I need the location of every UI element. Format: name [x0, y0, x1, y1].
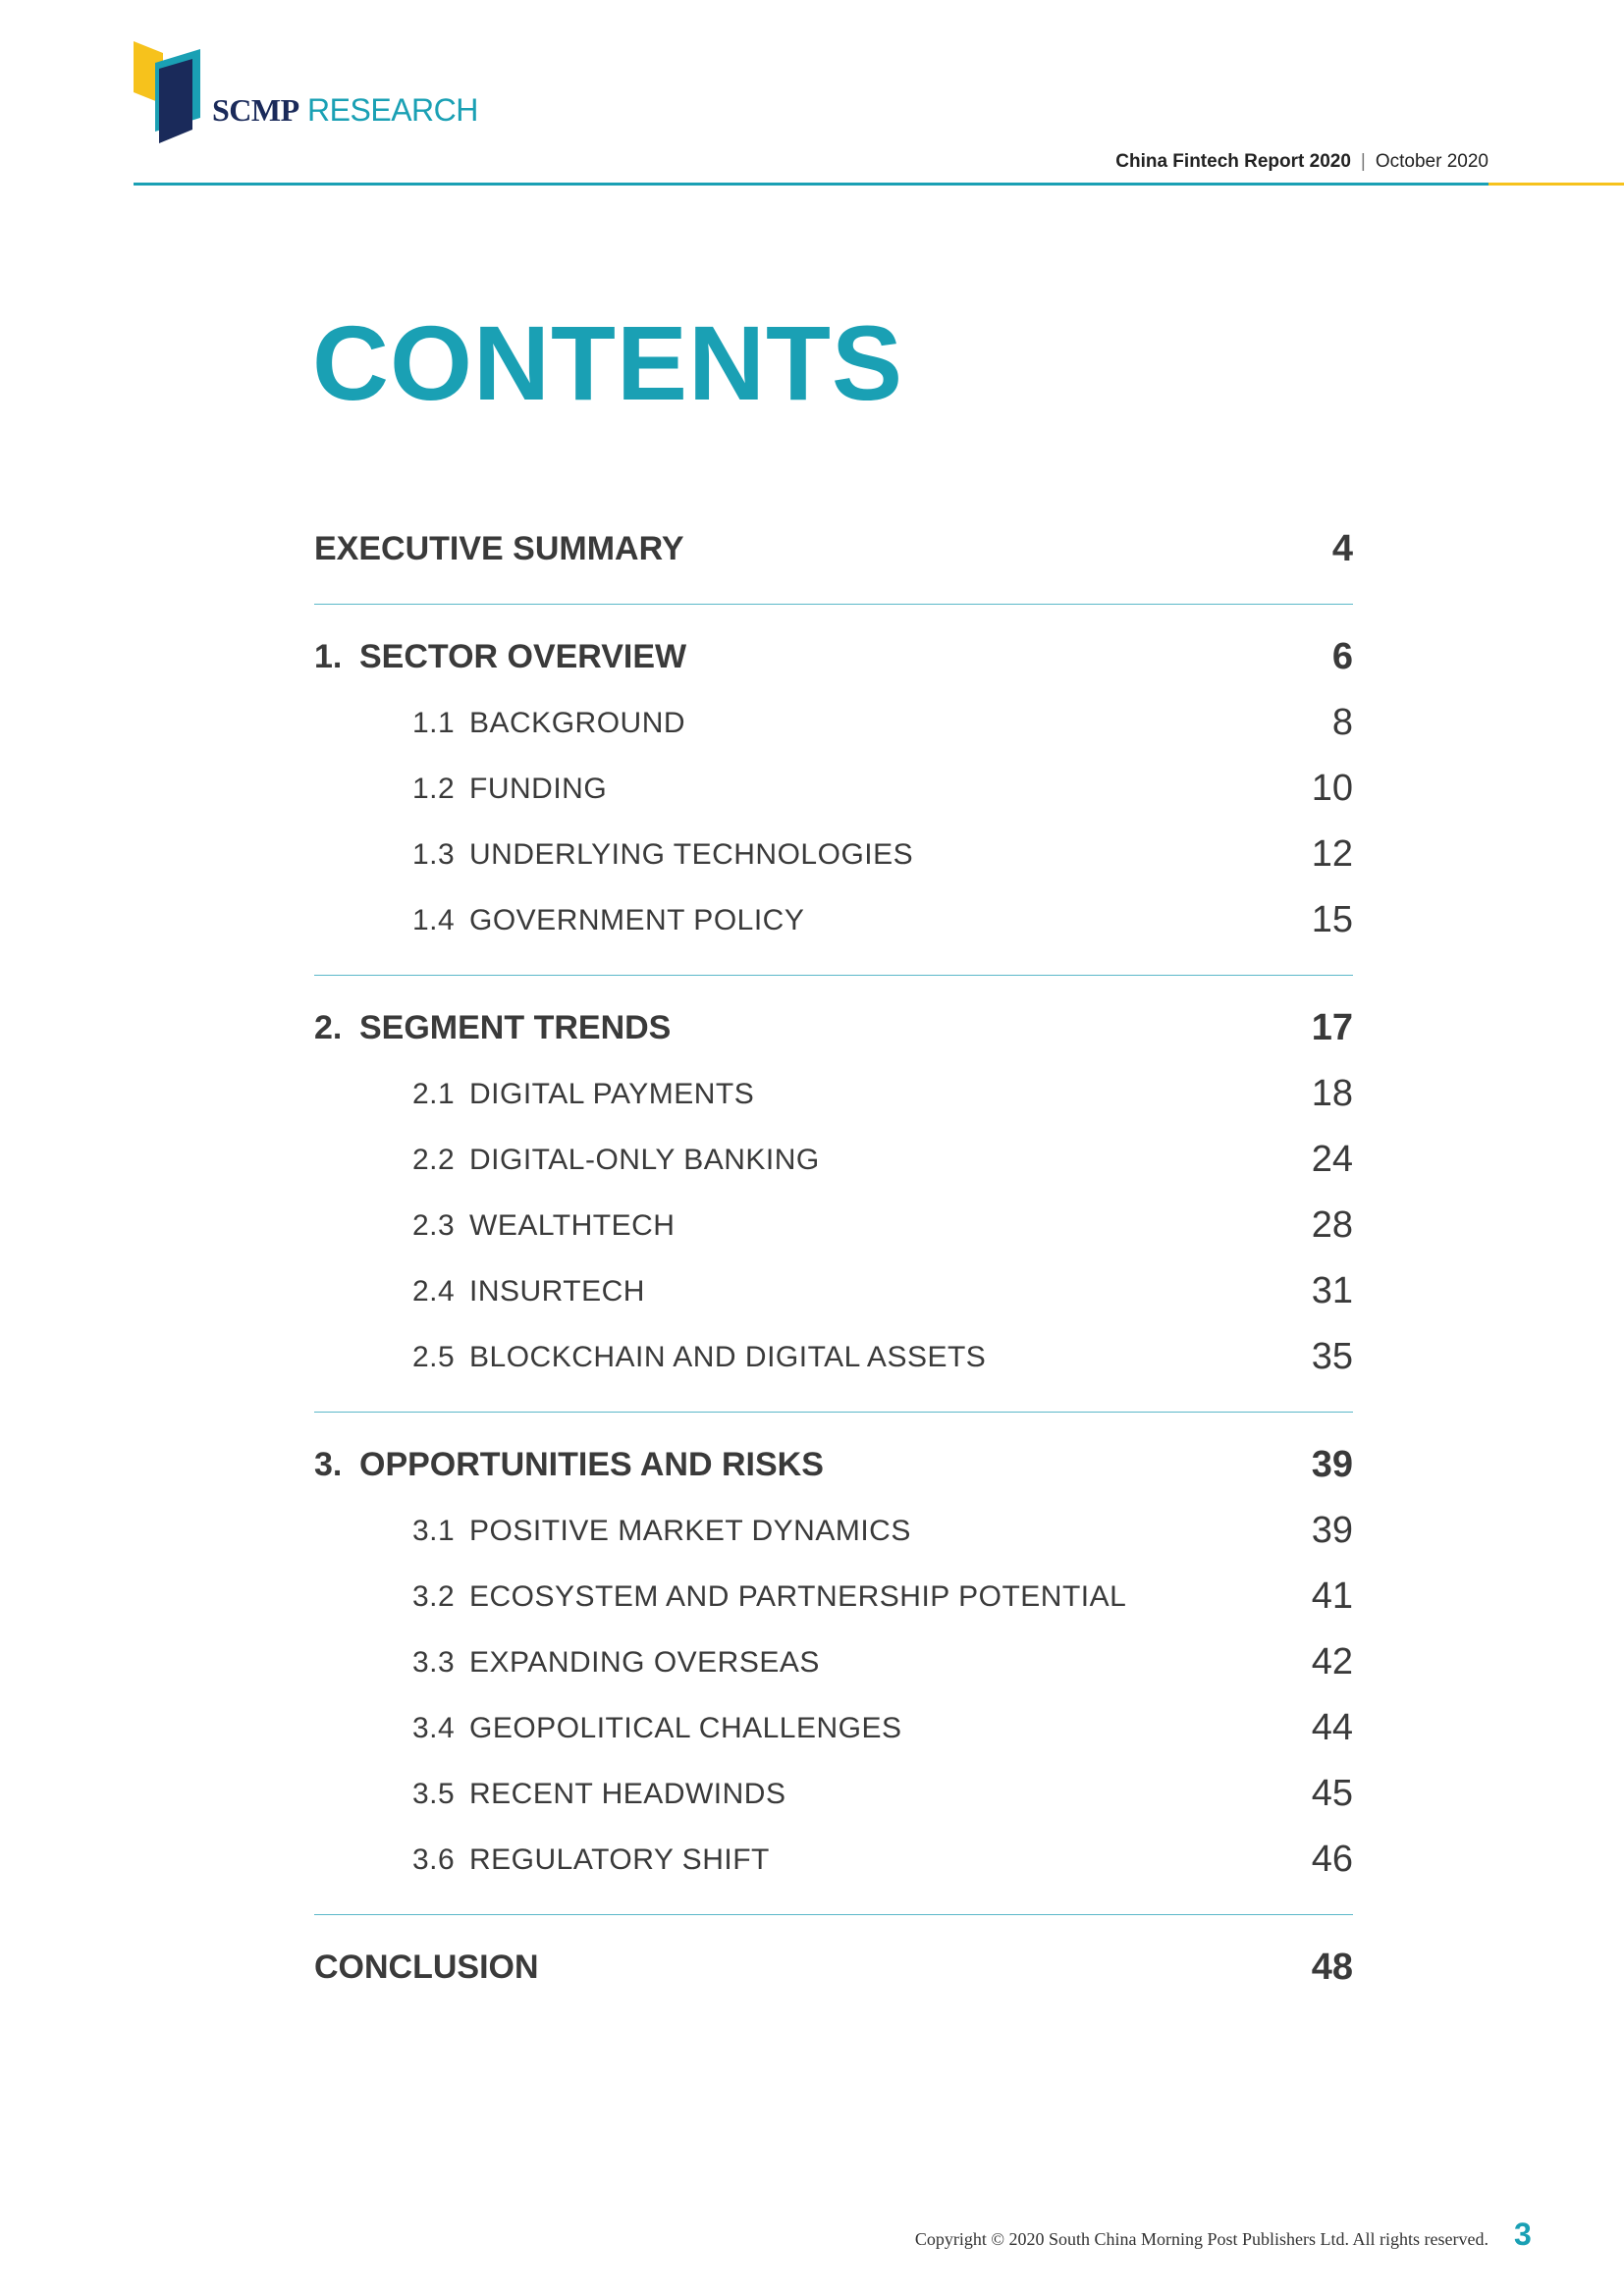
toc-entry-page: 28	[1311, 1204, 1353, 1246]
toc-entry-page: 8	[1331, 702, 1353, 743]
toc-entry-title: 1.2 FUNDING	[412, 772, 608, 805]
toc-entry-wealthtech[interactable]	[314, 1193, 1353, 1258]
toc-entry-digital-only-banking[interactable]	[314, 1127, 1353, 1193]
toc-entry-title: 1.3 UNDERLYING TECHNOLOGIES	[412, 837, 914, 871]
toc-entry-title: 3.6 REGULATORY SHIFT	[412, 1842, 770, 1876]
header-rule-teal	[134, 183, 1489, 186]
toc-entry-executive-summary[interactable]	[314, 516, 1353, 582]
toc-entry-page: 10	[1311, 768, 1353, 809]
toc-entry-page: 35	[1311, 1336, 1353, 1377]
toc-entry-geopolitical-challenges[interactable]	[314, 1695, 1353, 1761]
toc-entry-background[interactable]	[314, 690, 1353, 756]
toc-entry-conclusion[interactable]	[314, 1935, 1353, 2001]
toc-section-number: 3.	[314, 1446, 343, 1483]
toc-subsection-number: 2.5	[412, 1340, 456, 1373]
toc-subsection-number: 3.3	[412, 1645, 456, 1679]
header-separator: |	[1360, 151, 1366, 172]
toc-section-3	[314, 1432, 1353, 1915]
toc-entry-ecosystem-and-partnership-potential[interactable]	[314, 1564, 1353, 1629]
toc-entry-page: 6	[1331, 636, 1353, 677]
toc-entry-segment-trends[interactable]	[314, 995, 1353, 1061]
toc-entry-regulatory-shift[interactable]	[314, 1827, 1353, 1893]
toc-entry-page: 39	[1311, 1444, 1353, 1485]
toc-entry-title: 2.3 WEALTHTECH	[412, 1208, 676, 1242]
toc-entry-page: 15	[1311, 899, 1353, 940]
toc-entry-page: 12	[1311, 833, 1353, 875]
toc-entry-title: EXECUTIVE SUMMARY	[314, 530, 684, 567]
toc-entry-page: 17	[1311, 1007, 1353, 1048]
toc-entry-title: 3.3 EXPANDING OVERSEAS	[412, 1645, 820, 1679]
toc-entry-title: 3. OPPORTUNITIES AND RISKS	[314, 1446, 824, 1483]
brand-name	[212, 90, 478, 130]
report-date: October 2020	[1375, 151, 1489, 172]
toc-subsection-number: 2.1	[412, 1077, 456, 1110]
toc-section-1	[314, 624, 1353, 976]
toc-entry-recent-headwinds[interactable]	[314, 1761, 1353, 1827]
toc-entry-title: 1.1 BACKGROUND	[412, 706, 686, 739]
toc-entry-page: 4	[1331, 528, 1353, 569]
brand-scmp: SCMP	[212, 92, 299, 128]
toc-subsection-number: 2.4	[412, 1274, 456, 1308]
toc-entry-title: 2.5 BLOCKCHAIN AND DIGITAL ASSETS	[412, 1340, 987, 1373]
toc-entry-underlying-technologies[interactable]	[314, 822, 1353, 887]
toc-entry-title: 1.4 GOVERNMENT POLICY	[412, 903, 805, 936]
toc-group-conclusion	[314, 1935, 1353, 2001]
header-meta	[1115, 149, 1489, 175]
header-rule-yellow	[1489, 183, 1624, 186]
toc-section-number: 1.	[314, 638, 343, 675]
toc-entry-page: 39	[1311, 1510, 1353, 1551]
toc-entry-positive-market-dynamics[interactable]	[314, 1498, 1353, 1564]
toc-entry-page: 24	[1311, 1139, 1353, 1180]
page-title: CONTENTS	[312, 303, 903, 422]
toc-entry-title: 2.2 DIGITAL-ONLY BANKING	[412, 1143, 820, 1176]
toc-entry-page: 31	[1311, 1270, 1353, 1311]
toc-entry-page: 44	[1311, 1707, 1353, 1748]
toc-entry-expanding-overseas[interactable]	[314, 1629, 1353, 1695]
toc-subsection-number: 1.4	[412, 903, 456, 936]
toc-entry-government-policy[interactable]	[314, 887, 1353, 953]
toc-entry-title: 3.5 RECENT HEADWINDS	[412, 1777, 786, 1810]
toc-entry-opportunities-and-risks[interactable]	[314, 1432, 1353, 1498]
report-title: China Fintech Report 2020	[1115, 151, 1351, 172]
toc-section-2	[314, 995, 1353, 1413]
toc-subsection-number: 3.2	[412, 1579, 456, 1613]
toc-entry-page: 48	[1311, 1947, 1353, 1988]
table-of-contents	[314, 516, 1353, 2001]
toc-subsection-number: 1.2	[412, 772, 456, 805]
toc-entry-page: 41	[1311, 1575, 1353, 1617]
toc-subsection-number: 2.2	[412, 1143, 456, 1176]
toc-section-number: 2.	[314, 1009, 343, 1046]
toc-entry-title: 1. SECTOR OVERVIEW	[314, 638, 687, 675]
toc-subsection-number: 1.3	[412, 837, 456, 871]
toc-group-executive-summary	[314, 516, 1353, 605]
toc-entry-title: 2.4 INSURTECH	[412, 1274, 645, 1308]
toc-subsection-number: 1.1	[412, 706, 456, 739]
toc-entry-blockchain-and-digital-assets[interactable]	[314, 1324, 1353, 1390]
toc-entry-title: 2. SEGMENT TRENDS	[314, 1009, 672, 1046]
toc-entry-page: 45	[1311, 1773, 1353, 1814]
toc-subsection-number: 3.1	[412, 1514, 456, 1547]
toc-entry-title: 3.4 GEOPOLITICAL CHALLENGES	[412, 1711, 902, 1744]
toc-entry-title: 3.2 ECOSYSTEM AND PARTNERSHIP POTENTIAL	[412, 1579, 1127, 1613]
toc-entry-sector-overview[interactable]	[314, 624, 1353, 690]
toc-entry-insurtech[interactable]	[314, 1258, 1353, 1324]
copyright-notice: Copyright © 2020 South China Morning Post Publishers Ltd. All rights reserved.	[914, 2229, 1489, 2249]
brand-research: RESEARCH	[307, 92, 478, 128]
toc-entry-title: 2.1 DIGITAL PAYMENTS	[412, 1077, 755, 1110]
page-number: 3	[1514, 2216, 1532, 2252]
toc-entry-page: 42	[1311, 1641, 1353, 1682]
toc-subsection-number: 3.6	[412, 1842, 456, 1876]
toc-subsection-number: 2.3	[412, 1208, 456, 1242]
toc-entry-page: 46	[1311, 1839, 1353, 1880]
scmp-research-logo-icon	[132, 41, 200, 143]
toc-entry-funding[interactable]	[314, 756, 1353, 822]
toc-entry-title: 3.1 POSITIVE MARKET DYNAMICS	[412, 1514, 911, 1547]
toc-entry-page: 18	[1311, 1073, 1353, 1114]
toc-subsection-number: 3.5	[412, 1777, 456, 1810]
toc-subsection-number: 3.4	[412, 1711, 456, 1744]
toc-entry-title: CONCLUSION	[314, 1949, 539, 1986]
toc-entry-digital-payments[interactable]	[314, 1061, 1353, 1127]
